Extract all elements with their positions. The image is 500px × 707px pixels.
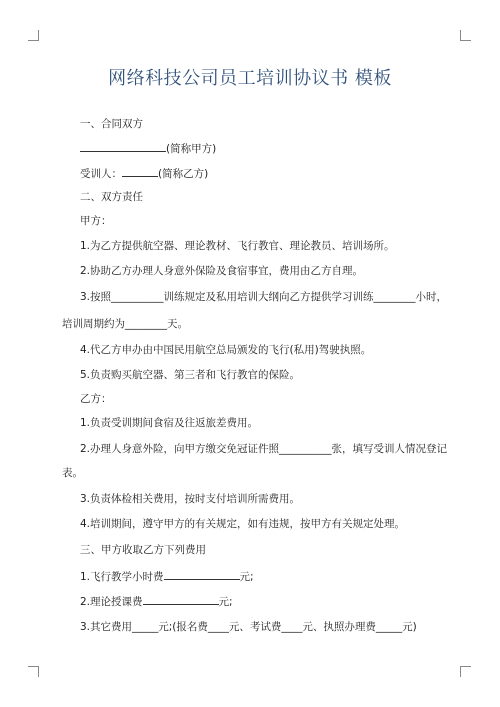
trainee-suffix: (简称乙方): [158, 168, 209, 180]
corner-mark-top-left: [28, 30, 39, 41]
party-a-suffix: (简称甲方): [166, 143, 217, 155]
section-heading-fees: 三、甲方收取乙方下列费用: [80, 544, 206, 556]
trainee-line: [80, 166, 208, 181]
party-a-duty-2: 2.协助乙方办理人身意外保险及食宿事宜，费用由乙方自理。: [80, 265, 364, 277]
party-a-heading: 甲方：: [80, 215, 112, 227]
party-b-duty-2-cont: 表。: [62, 467, 83, 479]
trainee-label: 受训人：: [80, 168, 122, 180]
party-a-line: [80, 141, 216, 156]
party-a-duty-3: 3.按照__________训练规定及私用培训大纲向乙方提供学习训练________小时，: [80, 291, 448, 303]
fee-flight-hours-label: 1.飞行教学小时费: [80, 571, 164, 583]
fee-theory-blank: [143, 594, 219, 605]
section-heading-duties: 二、双方责任: [80, 191, 143, 203]
fee-theory: [80, 594, 233, 609]
document-title: 网络科技公司员工培训协议书 模板: [108, 68, 392, 89]
party-a-duty-5: 5.负责购买航空器、第三者和飞行教官的保险。: [80, 369, 301, 381]
party-a-duty-3-cont: 培训周期约为________天。: [62, 318, 188, 330]
corner-mark-bottom-right: [460, 666, 471, 677]
fee-theory-unit: 元;: [218, 596, 233, 608]
fee-other: 3.其它费用_____元;(报名费____元、考试费____元、执照办理费_____元): [80, 621, 417, 633]
fee-flight-hours-unit: 元;: [239, 571, 254, 583]
fee-theory-label: 2.理论授课费: [80, 596, 143, 608]
party-b-duty-4: 4.培训期间，遵守甲方的有关规定，如有违规，按甲方有关规定处理。: [80, 518, 406, 530]
party-a-duty-1: 1.为乙方提供航空器、理论教材、飞行教官、理论教员、培训场所。: [80, 240, 395, 252]
section-heading-parties: 一、合同双方: [80, 118, 143, 130]
corner-mark-top-right: [460, 30, 471, 41]
fee-flight-hours-blank: [164, 569, 240, 580]
party-b-duty-1: 1.负责受训期间食宿及往返旅差费用。: [80, 417, 259, 429]
trainee-blank: [122, 166, 158, 177]
fee-flight-hours: [80, 569, 254, 584]
party-b-duty-2: 2.办理人身意外险，向甲方缴交免冠证件照__________张，填写受训人情况登记: [80, 443, 448, 455]
party-a-blank: [80, 141, 166, 152]
party-b-duty-3: 3.负责体检相关费用，按时支付培训所需费用。: [80, 493, 301, 505]
party-a-duty-4: 4.代乙方申办由中国民用航空总局颁发的飞行(私用)驾驶执照。: [80, 344, 372, 356]
corner-mark-bottom-left: [28, 666, 39, 677]
party-b-heading: 乙方：: [80, 393, 112, 405]
